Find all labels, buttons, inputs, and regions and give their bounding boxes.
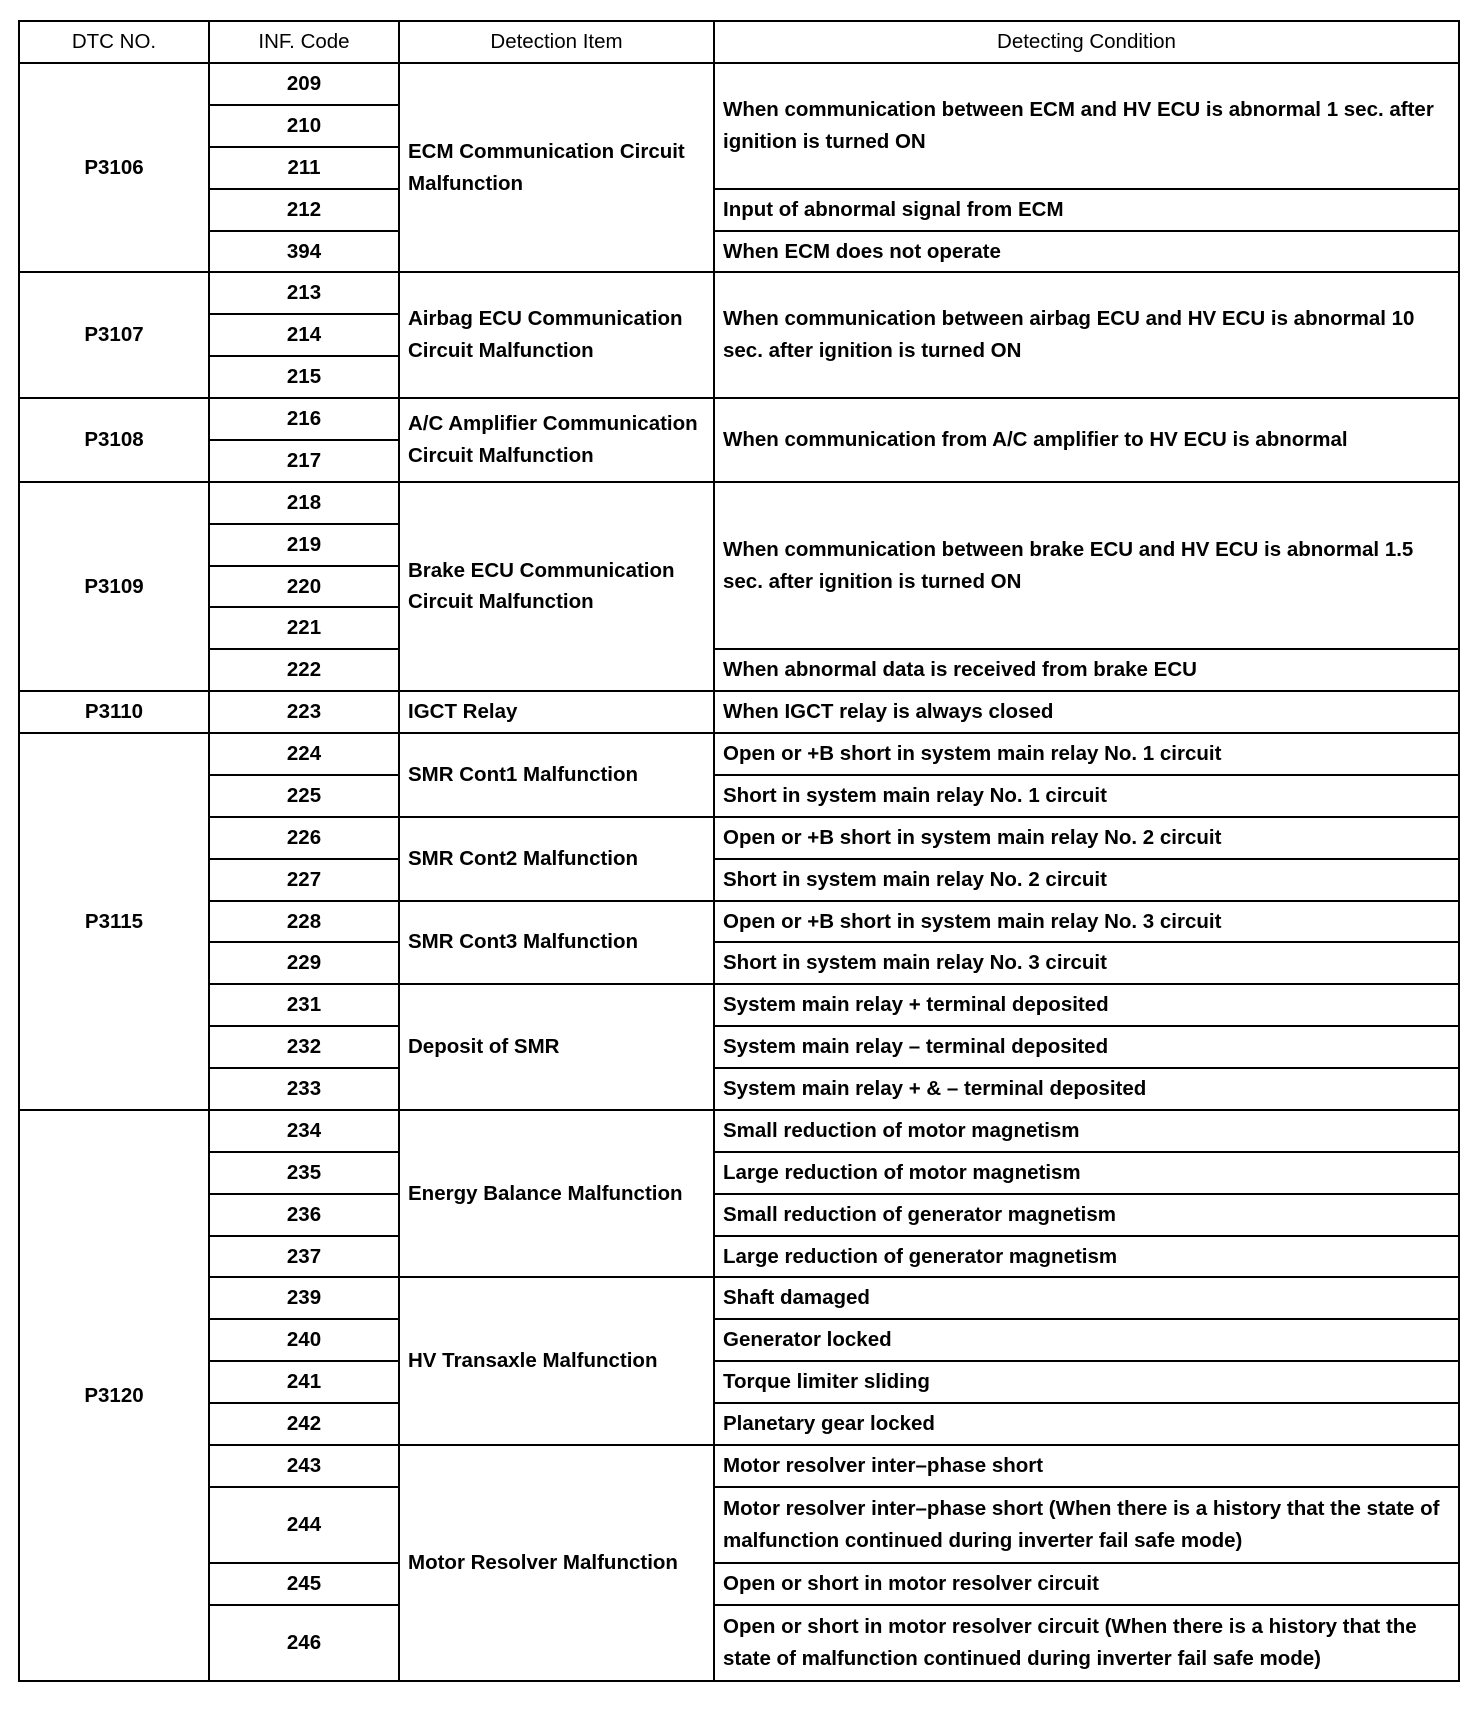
detection-item: SMR Cont2 Malfunction: [399, 817, 714, 901]
header-row: [19, 21, 1459, 63]
table-row: [19, 984, 1459, 1026]
inf-code: 235: [209, 1152, 399, 1194]
inf-code: 210: [209, 105, 399, 147]
detecting-condition: Open or short in motor resolver circuit (When there is a history that the state of malfunction continued during inverter fail safe mode): [714, 1605, 1459, 1681]
table-row: [19, 272, 1459, 314]
table-row: [19, 189, 1459, 231]
detection-item: IGCT Relay: [399, 691, 714, 733]
inf-code: 229: [209, 942, 399, 984]
inf-code: 237: [209, 1236, 399, 1278]
inf-code: 236: [209, 1194, 399, 1236]
detecting-condition: When ECM does not operate: [714, 231, 1459, 273]
detecting-condition: System main relay + terminal deposited: [714, 984, 1459, 1026]
detecting-condition: Small reduction of generator magnetism: [714, 1194, 1459, 1236]
detecting-condition: Planetary gear locked: [714, 1403, 1459, 1445]
inf-code: 239: [209, 1277, 399, 1319]
table-row: [19, 733, 1459, 775]
inf-code: 226: [209, 817, 399, 859]
table-row: [19, 1361, 1459, 1403]
detection-item: A/C Amplifier Communication Circuit Malfunction: [399, 398, 714, 482]
table-row: [19, 649, 1459, 691]
detecting-condition: Small reduction of motor magnetism: [714, 1110, 1459, 1152]
table-row: [19, 1563, 1459, 1605]
dtc-number: P3108: [19, 398, 209, 482]
table-row: [19, 1319, 1459, 1361]
detecting-condition: Motor resolver inter–phase short: [714, 1445, 1459, 1487]
inf-code: 242: [209, 1403, 399, 1445]
header-inf-code: INF. Code: [209, 21, 399, 63]
detecting-condition: Shaft damaged: [714, 1277, 1459, 1319]
detecting-condition: Torque limiter sliding: [714, 1361, 1459, 1403]
inf-code: 246: [209, 1605, 399, 1681]
header-dtc-no: DTC NO.: [19, 21, 209, 63]
detection-item: HV Transaxle Malfunction: [399, 1277, 714, 1445]
inf-code: 214: [209, 314, 399, 356]
dtc-number: P3110: [19, 691, 209, 733]
inf-code: 223: [209, 691, 399, 733]
inf-code: 225: [209, 775, 399, 817]
detecting-condition: Open or +B short in system main relay No. 3 circuit: [714, 901, 1459, 943]
detection-item: ECM Communication Circuit Malfunction: [399, 63, 714, 272]
detection-item: Airbag ECU Communication Circuit Malfunction: [399, 272, 714, 398]
detecting-condition: Open or +B short in system main relay No. 2 circuit: [714, 817, 1459, 859]
inf-code: 234: [209, 1110, 399, 1152]
table-row: [19, 1194, 1459, 1236]
detecting-condition: When abnormal data is received from brake ECU: [714, 649, 1459, 691]
detection-item: SMR Cont3 Malfunction: [399, 901, 714, 985]
detecting-condition: Input of abnormal signal from ECM: [714, 189, 1459, 231]
detection-item: SMR Cont1 Malfunction: [399, 733, 714, 817]
detecting-condition: System main relay + & – terminal deposited: [714, 1068, 1459, 1110]
inf-code: 241: [209, 1361, 399, 1403]
inf-code: 217: [209, 440, 399, 482]
inf-code: 211: [209, 147, 399, 189]
inf-code: 244: [209, 1487, 399, 1563]
table-row: [19, 63, 1459, 105]
detecting-condition: When communication from A/C amplifier to HV ECU is abnormal: [714, 398, 1459, 482]
table-row: [19, 942, 1459, 984]
inf-code: 220: [209, 566, 399, 608]
inf-code: 231: [209, 984, 399, 1026]
table-row: [19, 691, 1459, 733]
header-detecting-condition: Detecting Condition: [714, 21, 1459, 63]
inf-code: 222: [209, 649, 399, 691]
inf-code: 209: [209, 63, 399, 105]
detecting-condition: Large reduction of motor magnetism: [714, 1152, 1459, 1194]
detection-item: Energy Balance Malfunction: [399, 1110, 714, 1278]
table-row: [19, 1152, 1459, 1194]
dtc-number: P3115: [19, 733, 209, 1110]
inf-code: 240: [209, 1319, 399, 1361]
detection-item: Motor Resolver Malfunction: [399, 1445, 714, 1681]
inf-code: 213: [209, 272, 399, 314]
detecting-condition: System main relay – terminal deposited: [714, 1026, 1459, 1068]
inf-code: 228: [209, 901, 399, 943]
table-row: [19, 1487, 1459, 1563]
inf-code: 216: [209, 398, 399, 440]
detecting-condition: When communication between ECM and HV ECU is abnormal 1 sec. after ignition is turned ON: [714, 63, 1459, 189]
dtc-number: P3109: [19, 482, 209, 691]
detecting-condition: When communication between airbag ECU and HV ECU is abnormal 10 sec. after ignition is turned ON: [714, 272, 1459, 398]
detecting-condition: When communication between brake ECU and HV ECU is abnormal 1.5 sec. after ignition is turned ON: [714, 482, 1459, 650]
table-row: [19, 1068, 1459, 1110]
table-row: [19, 817, 1459, 859]
inf-code: 219: [209, 524, 399, 566]
inf-code: 394: [209, 231, 399, 273]
detecting-condition: Open or short in motor resolver circuit: [714, 1563, 1459, 1605]
inf-code: 221: [209, 607, 399, 649]
inf-code: 245: [209, 1563, 399, 1605]
table-row: [19, 1605, 1459, 1681]
inf-code: 233: [209, 1068, 399, 1110]
table-row: [19, 901, 1459, 943]
detecting-condition: When IGCT relay is always closed: [714, 691, 1459, 733]
table-row: [19, 1110, 1459, 1152]
header-detection-item: Detection Item: [399, 21, 714, 63]
table-header: [19, 21, 1459, 63]
dtc-number: P3106: [19, 63, 209, 272]
dtc-number: P3107: [19, 272, 209, 398]
table-row: [19, 1236, 1459, 1278]
detecting-condition: Generator locked: [714, 1319, 1459, 1361]
detecting-condition: Open or +B short in system main relay No. 1 circuit: [714, 733, 1459, 775]
table-row: [19, 398, 1459, 440]
detecting-condition: Short in system main relay No. 3 circuit: [714, 942, 1459, 984]
dtc-number: P3120: [19, 1110, 209, 1681]
table-row: [19, 1403, 1459, 1445]
detecting-condition: Short in system main relay No. 1 circuit: [714, 775, 1459, 817]
inf-code: 212: [209, 189, 399, 231]
detecting-condition: Large reduction of generator magnetism: [714, 1236, 1459, 1278]
table-row: [19, 482, 1459, 524]
table-row: [19, 859, 1459, 901]
inf-code: 232: [209, 1026, 399, 1068]
table-row: [19, 231, 1459, 273]
inf-code: 215: [209, 356, 399, 398]
inf-code: 224: [209, 733, 399, 775]
table-body: [19, 63, 1459, 1681]
table-row: [19, 1277, 1459, 1319]
table-row: [19, 1445, 1459, 1487]
inf-code: 218: [209, 482, 399, 524]
table-row: [19, 775, 1459, 817]
detection-item: Brake ECU Communication Circuit Malfunction: [399, 482, 714, 691]
detecting-condition: Motor resolver inter–phase short (When there is a history that the state of malfunction continued during inverter fail safe mode): [714, 1487, 1459, 1563]
inf-code: 227: [209, 859, 399, 901]
dtc-table: [18, 20, 1460, 1682]
detection-item: Deposit of SMR: [399, 984, 714, 1110]
table-row: [19, 1026, 1459, 1068]
inf-code: 243: [209, 1445, 399, 1487]
detecting-condition: Short in system main relay No. 2 circuit: [714, 859, 1459, 901]
